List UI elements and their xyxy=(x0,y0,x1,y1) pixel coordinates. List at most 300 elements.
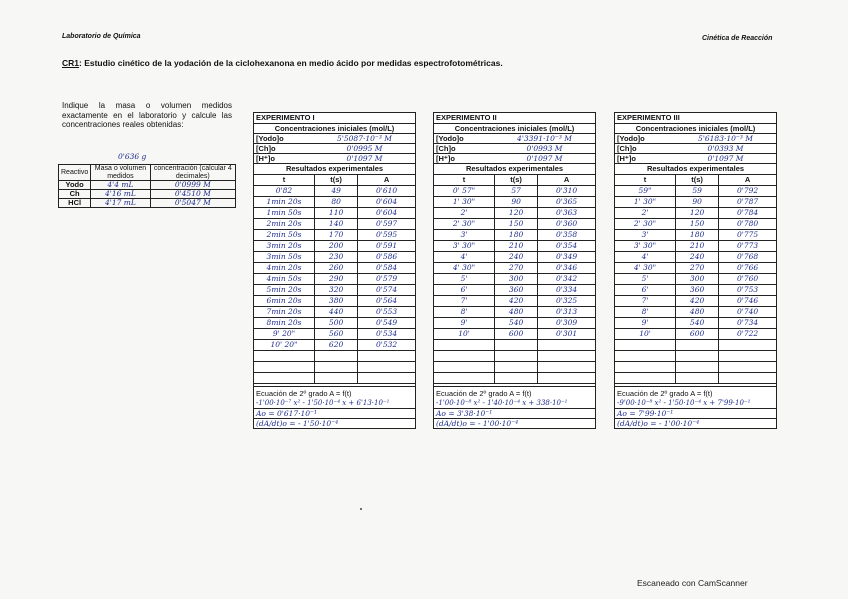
cell-t: 1' 30" xyxy=(434,196,495,207)
cell-t: 10' xyxy=(615,328,676,339)
cell-ts: 300 xyxy=(676,273,719,284)
cell-t xyxy=(615,372,676,383)
cell-t: 2' 30" xyxy=(615,218,676,229)
cell-t: 2min 50s xyxy=(254,229,315,240)
cell-ts: 540 xyxy=(676,317,719,328)
cell-ts: 380 xyxy=(315,295,358,306)
initial-conc-value: 4'3391·10⁻³ M xyxy=(517,134,572,143)
cell-a: 0'309 xyxy=(538,317,595,328)
col-a: A xyxy=(719,175,776,186)
table-row xyxy=(254,207,415,218)
cell-t: 5' xyxy=(434,273,495,284)
initial-conc-row xyxy=(254,154,415,164)
cell-ts xyxy=(495,372,538,383)
table-row xyxy=(615,306,776,317)
table-row xyxy=(254,229,415,240)
cell-t: 4' 30" xyxy=(434,262,495,273)
cell-a: 0'532 xyxy=(358,339,415,350)
initial-conc-value: 0'1097 M xyxy=(707,154,744,163)
cell-t: 5min 20s xyxy=(254,284,315,295)
reagent-amount: 4'17 mL xyxy=(91,199,150,208)
cell-t xyxy=(254,361,315,372)
cell-a: 0'597 xyxy=(358,218,415,229)
cell-ts: 360 xyxy=(495,284,538,295)
table-row xyxy=(434,350,595,361)
initial-conc-row xyxy=(615,134,776,144)
equation-value: -9'00·10⁻⁸ x² - 1'50·10⁻⁴ x + 7'99·10⁻¹ xyxy=(615,398,776,409)
table-row xyxy=(434,361,595,372)
cell-a xyxy=(538,350,595,361)
cell-a: 0'549 xyxy=(358,317,415,328)
cell-t: 2' 30" xyxy=(434,218,495,229)
cell-t: 4' xyxy=(434,251,495,262)
col-t: t xyxy=(254,175,315,186)
cell-t xyxy=(434,350,495,361)
table-row xyxy=(254,306,415,317)
cell-ts xyxy=(676,361,719,372)
table-row xyxy=(615,350,776,361)
cell-a xyxy=(719,350,776,361)
table-row xyxy=(434,218,595,229)
cell-t: 9' xyxy=(434,317,495,328)
cell-a: 0'358 xyxy=(538,229,595,240)
table-row xyxy=(615,240,776,251)
initial-conc-value: 0'0393 M xyxy=(707,144,744,153)
initial-conc-header: Concentraciones iniciales (mol/L) xyxy=(615,124,776,135)
cell-a xyxy=(358,350,415,361)
initial-conc-row xyxy=(434,134,595,144)
table-row xyxy=(254,218,415,229)
cell-ts: 120 xyxy=(495,207,538,218)
cell-a: 0'564 xyxy=(358,295,415,306)
cell-ts xyxy=(315,350,358,361)
cell-t: 59" xyxy=(615,185,676,196)
cell-t: 8min 20s xyxy=(254,317,315,328)
reagents-col-conc: concentración (calcular 4 decimales) xyxy=(150,165,235,181)
table-row xyxy=(434,196,595,207)
table-row xyxy=(254,262,415,273)
cell-a: 0'313 xyxy=(538,306,595,317)
experiment-2-sheet xyxy=(433,112,596,429)
reagent-name: HCl xyxy=(59,199,91,208)
cell-ts: 500 xyxy=(315,317,358,328)
table-row xyxy=(434,251,595,262)
table-row xyxy=(615,317,776,328)
table-row xyxy=(434,284,595,295)
results-table xyxy=(434,175,595,384)
cell-ts: 600 xyxy=(676,328,719,339)
cell-a: 0'595 xyxy=(358,229,415,240)
cell-ts: 260 xyxy=(315,262,358,273)
reagent-name: Ch xyxy=(59,190,91,199)
cell-ts: 320 xyxy=(315,284,358,295)
reagent-conc: 0'0999 M xyxy=(150,181,235,190)
cell-ts xyxy=(315,361,358,372)
cell-t xyxy=(434,339,495,350)
cell-t: 0'82 xyxy=(254,185,315,196)
table-row xyxy=(254,284,415,295)
initial-conc-value: 5'6183·10⁻³ M xyxy=(698,134,753,143)
cell-ts: 210 xyxy=(495,240,538,251)
equation-label: Ecuación de 2º grado A = f(t) xyxy=(436,388,532,398)
cell-a: 0'579 xyxy=(358,273,415,284)
cell-a: 0'773 xyxy=(719,240,776,251)
handwritten-mass-note: 0'636 g xyxy=(118,152,147,161)
cell-ts: 270 xyxy=(676,262,719,273)
initial-conc-row xyxy=(254,134,415,144)
cell-a: 0'610 xyxy=(358,185,415,196)
cell-a: 0'534 xyxy=(358,328,415,339)
initial-conc-value: 0'0993 M xyxy=(526,144,563,153)
cell-a: 0'325 xyxy=(538,295,595,306)
reagent-conc: 0'5047 M xyxy=(150,199,235,208)
instruction-text: Indique la masa o volumen medidos exactamente en el laboratorio y calcule las concentraciones reales obtenidas: xyxy=(62,101,232,129)
cell-a: 0'354 xyxy=(538,240,595,251)
col-a: A xyxy=(538,175,595,186)
table-row xyxy=(434,229,595,240)
table-row xyxy=(434,262,595,273)
cell-t: 5' xyxy=(615,273,676,284)
cell-ts: 240 xyxy=(495,251,538,262)
table-row xyxy=(434,240,595,251)
cell-a: 0'722 xyxy=(719,328,776,339)
cell-t: 3min 20s xyxy=(254,240,315,251)
cell-a: 0'360 xyxy=(538,218,595,229)
table-row xyxy=(615,229,776,240)
cell-ts: 180 xyxy=(676,229,719,240)
equation-label: Ecuación de 2º grado A = f(t) xyxy=(256,388,352,398)
table-row xyxy=(434,207,595,218)
cell-t: 4min 20s xyxy=(254,262,315,273)
scanner-watermark: Escaneado con CamScanner xyxy=(637,578,748,588)
cell-ts: 180 xyxy=(495,229,538,240)
cell-ts: 230 xyxy=(315,251,358,262)
table-row xyxy=(254,273,415,284)
experiment-3-sheet xyxy=(614,112,777,429)
page-title xyxy=(62,58,503,68)
col-a: A xyxy=(358,175,415,186)
initial-slope: (dA/dt)o = - 1'00·10⁻⁴ xyxy=(617,418,700,428)
table-row xyxy=(254,295,415,306)
cell-a: 0'349 xyxy=(538,251,595,262)
table-row xyxy=(254,350,415,361)
cell-a: 0'346 xyxy=(538,262,595,273)
table-row xyxy=(615,328,776,339)
results-header: Resultados experimentales xyxy=(254,164,415,175)
a0-value: Ao = 3'38·10⁻¹ xyxy=(434,409,595,419)
cell-t: 3' 30" xyxy=(615,240,676,251)
initial-conc-label: [H⁺]o xyxy=(256,154,275,163)
table-row xyxy=(615,196,776,207)
cell-t: 8' xyxy=(615,306,676,317)
cell-ts: 210 xyxy=(676,240,719,251)
initial-slope: (dA/dt)o = - 1'50·10⁻⁴ xyxy=(256,418,339,428)
experiment-title: EXPERIMENTO II xyxy=(434,113,595,124)
cell-ts xyxy=(315,372,358,383)
cell-ts: 600 xyxy=(495,328,538,339)
cell-a xyxy=(538,372,595,383)
experiment-1-sheet xyxy=(253,112,416,429)
cell-a: 0'740 xyxy=(719,306,776,317)
cell-ts: 140 xyxy=(315,218,358,229)
cell-a: 0'584 xyxy=(358,262,415,273)
cell-a: 0'760 xyxy=(719,273,776,284)
table-row xyxy=(254,240,415,251)
cell-t: 2' xyxy=(434,207,495,218)
col-t: t xyxy=(615,175,676,186)
cell-ts xyxy=(676,339,719,350)
cell-a: 0'775 xyxy=(719,229,776,240)
cell-ts: 360 xyxy=(676,284,719,295)
initial-conc-label: [Ch]o xyxy=(256,144,276,153)
cell-a xyxy=(358,361,415,372)
table-row xyxy=(615,251,776,262)
cell-a xyxy=(719,361,776,372)
table-row xyxy=(59,199,236,208)
cell-a: 0'586 xyxy=(358,251,415,262)
table-row xyxy=(254,361,415,372)
cell-ts xyxy=(676,372,719,383)
equation-box xyxy=(254,386,415,428)
initial-conc-row xyxy=(254,144,415,154)
title-code: CR1 xyxy=(62,58,80,68)
cell-a: 0'792 xyxy=(719,185,776,196)
cell-ts: 420 xyxy=(495,295,538,306)
results-header: Resultados experimentales xyxy=(434,164,595,175)
initial-conc-row xyxy=(615,154,776,164)
equation-value: -1'00·10⁻⁸ x² - 1'40·10⁻⁴ x + 338·10⁻¹ xyxy=(434,398,595,409)
table-row xyxy=(254,196,415,207)
experiment-title: EXPERIMENTO III xyxy=(615,113,776,124)
cell-t xyxy=(434,361,495,372)
cell-t: 6' xyxy=(434,284,495,295)
cell-t: 2min 20s xyxy=(254,218,315,229)
cell-ts: 270 xyxy=(495,262,538,273)
reagents-col-name: Reactivo xyxy=(59,165,91,181)
initial-conc-row xyxy=(434,144,595,154)
header-lab: Laboratorio de Química xyxy=(62,33,141,40)
initial-conc-header: Concentraciones iniciales (mol/L) xyxy=(254,124,415,135)
cell-ts xyxy=(676,350,719,361)
table-row xyxy=(615,262,776,273)
equation-box xyxy=(615,386,776,428)
initial-conc-label: [H⁺]o xyxy=(617,154,636,163)
cell-ts xyxy=(495,361,538,372)
initial-conc-label: [Yodo]o xyxy=(436,134,464,143)
initial-conc-label: [Yodo]o xyxy=(256,134,284,143)
cell-a: 0'591 xyxy=(358,240,415,251)
initial-conc-label: [Ch]o xyxy=(436,144,456,153)
cell-t: 10' 20" xyxy=(254,339,315,350)
cell-t: 2' xyxy=(615,207,676,218)
initial-conc-value: 0'0995 M xyxy=(346,144,383,153)
results-table xyxy=(254,175,415,384)
header-topic: Cinética de Reacción xyxy=(702,35,773,42)
initial-conc-row xyxy=(615,144,776,154)
table-row xyxy=(434,273,595,284)
cell-a: 0'787 xyxy=(719,196,776,207)
table-row xyxy=(615,295,776,306)
cell-t xyxy=(254,350,315,361)
cell-ts: 57 xyxy=(495,185,538,196)
reagent-amount: 4'4 mL xyxy=(91,181,150,190)
initial-conc-header: Concentraciones iniciales (mol/L) xyxy=(434,124,595,135)
cell-a: 0'342 xyxy=(538,273,595,284)
cell-t: 1min 50s xyxy=(254,207,315,218)
cell-ts: 90 xyxy=(495,196,538,207)
cell-ts: 300 xyxy=(495,273,538,284)
cell-t: 10' xyxy=(434,328,495,339)
cell-a: 0'766 xyxy=(719,262,776,273)
cell-a: 0'365 xyxy=(538,196,595,207)
cell-a: 0'780 xyxy=(719,218,776,229)
cell-t: 4min 50s xyxy=(254,273,315,284)
cell-ts xyxy=(495,339,538,350)
table-row xyxy=(615,207,776,218)
cell-ts: 480 xyxy=(495,306,538,317)
cell-a: 0'604 xyxy=(358,196,415,207)
cell-t: 3' xyxy=(615,229,676,240)
cell-ts: 90 xyxy=(676,196,719,207)
a0-value: Ao = 7'99·10⁻¹ xyxy=(615,409,776,419)
cell-a: 0'746 xyxy=(719,295,776,306)
cell-ts: 120 xyxy=(676,207,719,218)
cell-t xyxy=(615,361,676,372)
cell-ts: 150 xyxy=(495,218,538,229)
initial-conc-value: 0'1097 M xyxy=(346,154,383,163)
initial-slope: (dA/dt)o = - 1'00·10⁻⁴ xyxy=(436,418,519,428)
table-row xyxy=(434,372,595,383)
cell-ts: 560 xyxy=(315,328,358,339)
cell-ts: 620 xyxy=(315,339,358,350)
equation-box xyxy=(434,386,595,428)
reagents-col-amount: Masa o volumen medidos xyxy=(91,165,150,181)
table-row xyxy=(434,339,595,350)
cell-ts: 480 xyxy=(676,306,719,317)
table-row xyxy=(254,339,415,350)
cell-a: 0'753 xyxy=(719,284,776,295)
reagent-conc: 0'4510 M xyxy=(150,190,235,199)
cell-ts: 150 xyxy=(676,218,719,229)
table-row xyxy=(254,317,415,328)
table-row xyxy=(254,185,415,196)
cell-t: 9' 20" xyxy=(254,328,315,339)
col-t: t xyxy=(434,175,495,186)
cell-a: 0'301 xyxy=(538,328,595,339)
cell-a xyxy=(358,372,415,383)
initial-conc-row xyxy=(434,154,595,164)
initial-conc-value: 0'1097 M xyxy=(526,154,563,163)
cell-a: 0'553 xyxy=(358,306,415,317)
table-row xyxy=(254,251,415,262)
table-row xyxy=(254,372,415,383)
cell-t: 9' xyxy=(615,317,676,328)
scan-speck xyxy=(360,508,362,510)
cell-t: 6min 20s xyxy=(254,295,315,306)
cell-ts: 59 xyxy=(676,185,719,196)
cell-t: 7min 20s xyxy=(254,306,315,317)
cell-t xyxy=(615,339,676,350)
cell-ts xyxy=(495,350,538,361)
cell-ts: 540 xyxy=(495,317,538,328)
cell-t: 4' 30" xyxy=(615,262,676,273)
cell-a xyxy=(538,339,595,350)
table-row xyxy=(434,306,595,317)
cell-ts: 290 xyxy=(315,273,358,284)
table-row xyxy=(615,284,776,295)
cell-a: 0'363 xyxy=(538,207,595,218)
cell-t: 7' xyxy=(434,295,495,306)
initial-conc-label: [Yodo]o xyxy=(617,134,645,143)
cell-ts: 170 xyxy=(315,229,358,240)
cell-ts: 440 xyxy=(315,306,358,317)
equation-label: Ecuación de 2º grado A = f(t) xyxy=(617,388,713,398)
cell-a: 0'310 xyxy=(538,185,595,196)
table-row xyxy=(434,185,595,196)
table-row xyxy=(615,218,776,229)
cell-t: 4' xyxy=(615,251,676,262)
reagent-amount: 4'16 mL xyxy=(91,190,150,199)
cell-t: 6' xyxy=(615,284,676,295)
cell-t: 3' 30" xyxy=(434,240,495,251)
reagent-name: Yodo xyxy=(59,181,91,190)
cell-t: 3min 50s xyxy=(254,251,315,262)
cell-a: 0'768 xyxy=(719,251,776,262)
table-row xyxy=(615,339,776,350)
results-table xyxy=(615,175,776,384)
cell-a: 0'574 xyxy=(358,284,415,295)
cell-ts: 200 xyxy=(315,240,358,251)
cell-ts: 420 xyxy=(676,295,719,306)
reagents-table xyxy=(58,164,236,208)
cell-t: 3' xyxy=(434,229,495,240)
cell-ts: 80 xyxy=(315,196,358,207)
cell-t xyxy=(615,350,676,361)
cell-t xyxy=(254,372,315,383)
experiment-title: EXPERIMENTO I xyxy=(254,113,415,124)
cell-t: 0' 57" xyxy=(434,185,495,196)
cell-a: 0'604 xyxy=(358,207,415,218)
col-ts: t(s) xyxy=(315,175,358,186)
cell-t: 7' xyxy=(615,295,676,306)
initial-conc-label: [H⁺]o xyxy=(436,154,455,163)
cell-a xyxy=(719,372,776,383)
cell-ts: 110 xyxy=(315,207,358,218)
table-row xyxy=(615,361,776,372)
initial-conc-value: 5'5087·10⁻³ M xyxy=(337,134,392,143)
cell-a: 0'784 xyxy=(719,207,776,218)
cell-t xyxy=(434,372,495,383)
cell-a: 0'334 xyxy=(538,284,595,295)
table-row xyxy=(615,273,776,284)
table-row xyxy=(615,372,776,383)
cell-t: 8' xyxy=(434,306,495,317)
cell-a xyxy=(538,361,595,372)
table-row xyxy=(254,328,415,339)
table-row xyxy=(615,185,776,196)
table-row xyxy=(434,295,595,306)
initial-conc-label: [Ch]o xyxy=(617,144,637,153)
title-text: : Estudio cinético de la yodación de la ciclohexanona en medio ácido por medidas espectrofotométricas. xyxy=(79,58,503,68)
col-ts: t(s) xyxy=(676,175,719,186)
cell-ts: 49 xyxy=(315,185,358,196)
cell-ts: 240 xyxy=(676,251,719,262)
cell-a xyxy=(719,339,776,350)
table-row xyxy=(434,317,595,328)
equation-value: -1'00·10⁻⁷ x² - 1'50·10⁻⁴ x + 6'13·10⁻¹ xyxy=(254,398,415,409)
cell-a: 0'734 xyxy=(719,317,776,328)
a0-value: Ao = 0'617·10⁻¹ xyxy=(254,409,415,419)
